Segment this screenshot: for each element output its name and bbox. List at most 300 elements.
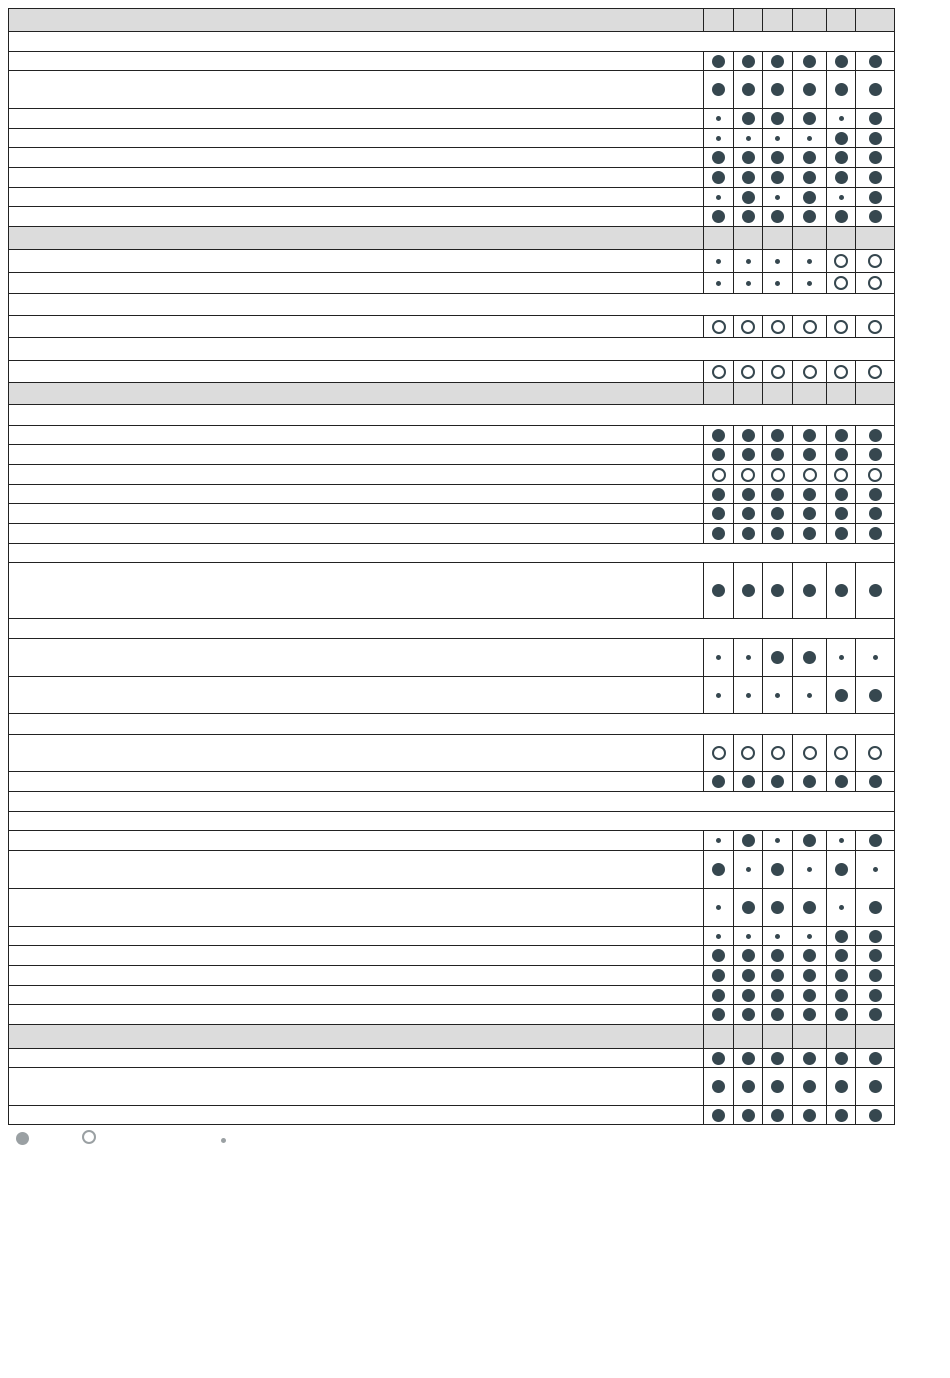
value-cell (703, 946, 733, 965)
value-cell (792, 71, 826, 108)
table-row (8, 927, 895, 946)
table-row (8, 735, 895, 772)
full-dot-icon (803, 989, 816, 1002)
value-cell (762, 1005, 792, 1024)
empty-circle-icon (712, 320, 726, 334)
small-dot-icon (716, 693, 721, 698)
full-dot-icon (869, 834, 882, 847)
value-cell (733, 273, 762, 293)
value-cell (826, 504, 855, 523)
value-cell (762, 426, 792, 444)
full-dot-icon (712, 1008, 725, 1021)
row-label (9, 504, 703, 523)
row-label (9, 445, 703, 464)
value-cell (733, 168, 762, 187)
value-cell (792, 1106, 826, 1124)
small-dot-icon (839, 838, 844, 843)
full-dot-icon (803, 1080, 816, 1093)
section-row (8, 294, 895, 316)
full-dot-icon (771, 651, 784, 664)
section-row (8, 812, 895, 831)
full-dot-icon (771, 488, 784, 501)
value-cell (855, 71, 894, 108)
full-dot-icon (869, 949, 882, 962)
empty-circle-icon (712, 746, 726, 760)
value-cell (826, 109, 855, 128)
value-cell (733, 383, 762, 404)
small-dot-icon (716, 259, 721, 264)
row-label (9, 831, 703, 850)
value-cell (762, 273, 792, 293)
value-cell (855, 250, 894, 272)
small-dot-icon (716, 281, 721, 286)
value-cell (855, 851, 894, 888)
value-cell (792, 465, 826, 484)
full-dot-icon (835, 488, 848, 501)
section-label (9, 338, 894, 360)
value-cell (826, 966, 855, 985)
full-dot-icon (835, 1109, 848, 1122)
value-cell (855, 273, 894, 293)
value-cell (733, 735, 762, 771)
row-label (9, 9, 703, 31)
value-cell (733, 1005, 762, 1024)
value-cell (762, 129, 792, 147)
value-cell (826, 129, 855, 147)
full-dot-icon (835, 83, 848, 96)
value-cell (762, 927, 792, 945)
value-cell (762, 361, 792, 382)
empty-circle-icon (834, 365, 848, 379)
value-cell (733, 1049, 762, 1067)
value-cell (792, 677, 826, 713)
value-cell (733, 316, 762, 337)
full-dot-icon (712, 1052, 725, 1065)
value-cell (855, 889, 894, 926)
full-dot-icon (771, 1008, 784, 1021)
value-cell (792, 273, 826, 293)
full-dot-icon (869, 969, 882, 982)
empty-circle-icon (741, 320, 755, 334)
value-cell (733, 109, 762, 128)
row-label (9, 207, 703, 226)
value-cell (855, 1025, 894, 1048)
small-dot-icon (775, 136, 780, 141)
value-cell (762, 168, 792, 187)
row-label (9, 563, 703, 618)
row-label (9, 1005, 703, 1024)
section-label (9, 792, 894, 811)
value-cell (733, 677, 762, 713)
small-dot-icon (716, 195, 721, 200)
value-cell (792, 772, 826, 791)
full-dot-icon (869, 901, 882, 914)
value-cell (762, 639, 792, 676)
value-cell (733, 129, 762, 147)
value-cell (703, 465, 733, 484)
value-cell (733, 465, 762, 484)
value-cell (733, 361, 762, 382)
table-row (8, 445, 895, 465)
full-dot-icon (742, 448, 755, 461)
value-cell (855, 927, 894, 945)
value-cell (855, 831, 894, 850)
value-cell (792, 639, 826, 676)
value-cell (792, 109, 826, 128)
value-cell (762, 889, 792, 926)
value-cell (762, 188, 792, 206)
full-dot-icon (742, 210, 755, 223)
row-label (9, 986, 703, 1004)
full-dot-icon (742, 151, 755, 164)
full-dot-icon (869, 689, 882, 702)
table-row (8, 250, 895, 273)
full-dot-icon (742, 1109, 755, 1122)
value-cell (703, 485, 733, 503)
empty-circle-icon (834, 320, 848, 334)
row-label (9, 465, 703, 484)
value-cell (762, 52, 792, 70)
full-dot-icon (771, 775, 784, 788)
full-dot-icon (803, 901, 816, 914)
value-cell (762, 831, 792, 850)
full-dot-icon (835, 507, 848, 520)
full-dot-icon (712, 429, 725, 442)
value-cell (703, 316, 733, 337)
full-dot-icon (742, 1052, 755, 1065)
full-dot-icon (835, 132, 848, 145)
table-row (8, 1106, 895, 1125)
small-dot-icon (807, 136, 812, 141)
value-cell (792, 485, 826, 503)
full-dot-icon (869, 775, 882, 788)
row-label (9, 851, 703, 888)
full-dot-icon (835, 171, 848, 184)
value-cell (792, 207, 826, 226)
full-dot-icon (803, 1109, 816, 1122)
full-dot-icon (869, 1080, 882, 1093)
value-cell (703, 1005, 733, 1024)
small-dot-icon (839, 655, 844, 660)
full-dot-icon (835, 930, 848, 943)
full-dot-icon (712, 488, 725, 501)
small-dot-icon (807, 693, 812, 698)
value-cell (855, 188, 894, 206)
small-dot-icon (807, 867, 812, 872)
value-cell (762, 227, 792, 249)
full-dot-icon (742, 949, 755, 962)
empty-circle-icon (803, 746, 817, 760)
full-dot-icon (803, 584, 816, 597)
value-cell (703, 109, 733, 128)
small-dot-icon (807, 934, 812, 939)
row-label (9, 250, 703, 272)
value-cell (855, 1049, 894, 1067)
value-cell (703, 1025, 733, 1048)
group-header-row (8, 383, 895, 405)
small-dot-icon (716, 934, 721, 939)
value-cell (826, 361, 855, 382)
full-dot-icon (742, 1080, 755, 1093)
full-dot-icon (835, 689, 848, 702)
full-dot-icon (712, 210, 725, 223)
row-label (9, 52, 703, 70)
value-cell (792, 168, 826, 187)
value-cell (826, 168, 855, 187)
full-dot-icon (869, 151, 882, 164)
value-cell (733, 639, 762, 676)
value-cell (762, 677, 792, 713)
row-label (9, 889, 703, 926)
full-dot-icon (803, 949, 816, 962)
value-cell (703, 129, 733, 147)
value-cell (792, 1068, 826, 1105)
value-cell (703, 250, 733, 272)
small-dot-icon (775, 934, 780, 939)
small-dot-icon (839, 116, 844, 121)
full-dot-icon (771, 507, 784, 520)
value-cell (703, 927, 733, 945)
value-cell (733, 250, 762, 272)
full-dot-icon (712, 507, 725, 520)
full-dot-icon (712, 775, 725, 788)
small-dot-icon (873, 655, 878, 660)
value-cell (855, 504, 894, 523)
full-dot-icon (771, 949, 784, 962)
full-dot-icon (803, 112, 816, 125)
small-dot-icon (775, 838, 780, 843)
full-dot-icon (869, 584, 882, 597)
value-cell (792, 361, 826, 382)
small-dot-icon (746, 867, 751, 872)
row-label (9, 316, 703, 337)
full-dot-icon (771, 1109, 784, 1122)
value-cell (855, 9, 894, 31)
row-label (9, 168, 703, 187)
full-dot-icon (712, 1109, 725, 1122)
value-cell (826, 1005, 855, 1024)
full-dot-icon (712, 527, 725, 540)
value-cell (855, 966, 894, 985)
row-label (9, 966, 703, 985)
full-dot-icon (771, 1080, 784, 1093)
value-cell (792, 445, 826, 464)
full-dot-icon (771, 1052, 784, 1065)
value-cell (703, 889, 733, 926)
section-row (8, 792, 895, 812)
value-cell (826, 426, 855, 444)
value-cell (855, 316, 894, 337)
table-row (8, 465, 895, 485)
value-cell (792, 504, 826, 523)
full-dot-legend-icon (16, 1132, 29, 1145)
full-dot-icon (803, 171, 816, 184)
value-cell (762, 207, 792, 226)
full-dot-icon (771, 151, 784, 164)
empty-circle-icon (868, 468, 882, 482)
value-cell (792, 227, 826, 249)
value-cell (826, 383, 855, 404)
value-cell (855, 445, 894, 464)
full-dot-icon (835, 448, 848, 461)
value-cell (792, 316, 826, 337)
full-dot-icon (803, 1052, 816, 1065)
value-cell (733, 227, 762, 249)
value-cell (762, 504, 792, 523)
empty-circle-icon (741, 468, 755, 482)
value-cell (826, 485, 855, 503)
value-cell (792, 1049, 826, 1067)
full-dot-icon (869, 112, 882, 125)
full-dot-icon (712, 989, 725, 1002)
full-dot-icon (835, 151, 848, 164)
empty-circle-icon (834, 276, 848, 290)
full-dot-icon (803, 651, 816, 664)
table-row (8, 986, 895, 1005)
value-cell (762, 1068, 792, 1105)
small-dot-icon (716, 136, 721, 141)
empty-circle-icon (771, 746, 785, 760)
table-row (8, 563, 895, 619)
full-dot-icon (742, 488, 755, 501)
value-cell (792, 129, 826, 147)
section-label (9, 812, 894, 830)
value-cell (855, 361, 894, 382)
value-cell (826, 831, 855, 850)
value-cell (792, 1025, 826, 1048)
value-cell (703, 986, 733, 1004)
value-cell (762, 986, 792, 1004)
table-row (8, 851, 895, 889)
value-cell (855, 129, 894, 147)
value-cell (792, 52, 826, 70)
value-cell (703, 735, 733, 771)
section-label (9, 714, 894, 734)
full-dot-icon (742, 901, 755, 914)
value-cell (703, 831, 733, 850)
table-row (8, 639, 895, 677)
full-dot-icon (803, 55, 816, 68)
full-dot-icon (771, 448, 784, 461)
value-cell (762, 772, 792, 791)
value-cell (733, 889, 762, 926)
row-label (9, 426, 703, 444)
full-dot-icon (869, 930, 882, 943)
full-dot-icon (742, 112, 755, 125)
value-cell (733, 986, 762, 1004)
empty-circle-icon (868, 746, 882, 760)
value-cell (762, 9, 792, 31)
full-dot-icon (803, 527, 816, 540)
section-label (9, 619, 894, 638)
full-dot-icon (869, 429, 882, 442)
value-cell (855, 109, 894, 128)
row-label (9, 109, 703, 128)
value-cell (855, 485, 894, 503)
small-dot-icon (716, 905, 721, 910)
value-cell (762, 250, 792, 272)
value-cell (733, 445, 762, 464)
value-cell (762, 735, 792, 771)
empty-circle-icon (803, 320, 817, 334)
value-cell (792, 851, 826, 888)
value-cell (792, 148, 826, 167)
value-cell (792, 986, 826, 1004)
full-dot-icon (835, 949, 848, 962)
value-cell (826, 851, 855, 888)
small-dot-icon (775, 281, 780, 286)
value-cell (762, 109, 792, 128)
value-cell (826, 946, 855, 965)
empty-circle-icon (741, 365, 755, 379)
value-cell (703, 524, 733, 543)
value-cell (703, 227, 733, 249)
small-dot-icon (746, 136, 751, 141)
value-cell (733, 485, 762, 503)
full-dot-icon (712, 151, 725, 164)
full-dot-icon (869, 171, 882, 184)
value-cell (826, 207, 855, 226)
value-cell (762, 383, 792, 404)
value-cell (792, 9, 826, 31)
value-cell (826, 445, 855, 464)
value-cell (855, 168, 894, 187)
value-cell (855, 1106, 894, 1124)
value-cell (703, 504, 733, 523)
empty-circle-icon (834, 468, 848, 482)
value-cell (855, 524, 894, 543)
table-row (8, 188, 895, 207)
value-cell (703, 207, 733, 226)
value-cell (703, 9, 733, 31)
value-cell (855, 1068, 894, 1105)
full-dot-icon (771, 901, 784, 914)
value-cell (792, 524, 826, 543)
small-dot-icon (807, 259, 812, 264)
value-cell (855, 465, 894, 484)
full-dot-icon (712, 448, 725, 461)
small-dot-legend-icon (221, 1138, 226, 1143)
full-dot-icon (771, 863, 784, 876)
value-cell (733, 524, 762, 543)
value-cell (733, 188, 762, 206)
section-label (9, 294, 894, 315)
full-dot-icon (869, 507, 882, 520)
full-dot-icon (803, 429, 816, 442)
full-dot-icon (869, 488, 882, 501)
table-row (8, 1068, 895, 1106)
full-dot-icon (803, 151, 816, 164)
full-dot-icon (835, 210, 848, 223)
full-dot-icon (742, 507, 755, 520)
full-dot-icon (835, 969, 848, 982)
value-cell (733, 563, 762, 618)
full-dot-icon (771, 989, 784, 1002)
value-cell (826, 563, 855, 618)
table-row (8, 129, 895, 148)
value-cell (826, 52, 855, 70)
section-row (8, 405, 895, 426)
row-label (9, 772, 703, 791)
value-cell (703, 168, 733, 187)
row-label (9, 639, 703, 676)
full-dot-icon (803, 969, 816, 982)
full-dot-icon (771, 584, 784, 597)
row-label (9, 361, 703, 382)
value-cell (733, 1068, 762, 1105)
section-row (8, 619, 895, 639)
value-cell (792, 250, 826, 272)
